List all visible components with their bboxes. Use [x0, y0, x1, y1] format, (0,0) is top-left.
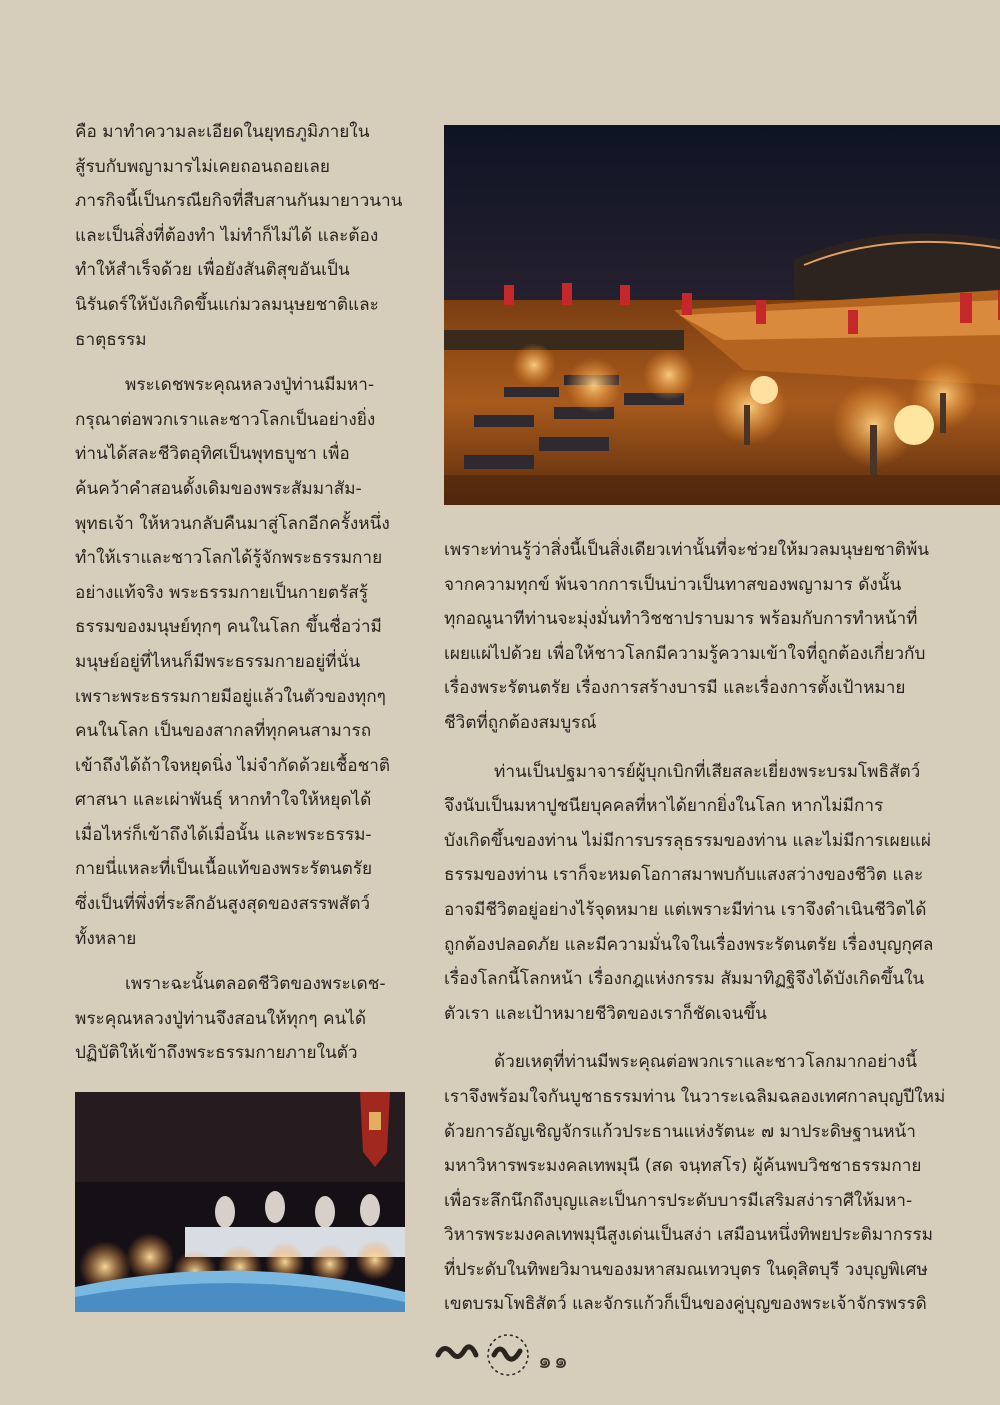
- text-line: เรื่องพระรัตนตรัย เรื่องการสร้างบารมี และเรื่องการตั้งเป้าหมาย: [444, 678, 906, 699]
- ceremony-photo-night: [444, 125, 1000, 505]
- text-line: ทุกอณูนาทีท่านจะมุ่งมั่นทำวิชชาปราบมาร พร้อมกับการทำหน้าที่: [444, 609, 918, 630]
- text-line: เรื่องโลกนี้โลกหน้า เรื่องกฎแห่งกรรม สัมมาทิฏฐิจึงได้บังเกิดขึ้นใน: [444, 969, 925, 990]
- text-line: พุทธเจ้า ให้หวนกลับคืนมาสู่โลกอีกครั้งหนึ่ง: [75, 513, 390, 534]
- text-line: ธรรมของท่าน เราก็จะหมดโอกาสมาพบกับแสงสว่างของชีวิต และ: [444, 865, 924, 886]
- ceremony-photo-candles-graphic: [75, 1092, 405, 1312]
- text-line: เพราะฉะนั้นตลอดชีวิตของพระเดช-: [125, 974, 386, 995]
- text-line: ชีวิตที่ถูกต้องสมบูรณ์: [444, 712, 597, 733]
- text-line: ด้วยเหตุที่ท่านมีพระคุณต่อพวกเราและชาวโลกมากอย่างนี้: [494, 1052, 918, 1073]
- text-line: กายนี่แหละที่เป็นเนื้อแท้ของพระรัตนตรัย: [75, 859, 373, 880]
- ceremony-photo-night-graphic: [444, 125, 1000, 505]
- text-line: จึงนับเป็นมหาปูชนียบุคคลที่หาได้ยากยิ่งในโลก หากไม่มีการ: [444, 796, 884, 817]
- right-text-column: [444, 533, 959, 1322]
- text-line: ด้วยการอัญเชิญจักรแก้วประธานแห่งรัตนะ ๗ มาประดิษฐานหน้า: [444, 1121, 916, 1142]
- text-line: มนุษย์อยู่ที่ไหนก็มีพระธรรมกายอยู่ที่นั่น: [75, 651, 361, 672]
- text-line: ทั้งหลาย: [75, 928, 137, 949]
- text-line: ธรรมของมนุษย์ทุกๆ คนในโลก ขึ้นชื่อว่ามี: [75, 617, 382, 638]
- text-line: เพราะท่านรู้ว่าสิ่งนี้เป็นสิ่งเดียวเท่านั้นที่จะช่วยให้มวลมนุษยชาติพ้น: [444, 540, 930, 560]
- magazine-logo: [430, 1325, 540, 1385]
- paragraph: [444, 1045, 959, 1322]
- text-line: พระเดชพระคุณหลวงปู่ท่านมีมหา-: [125, 375, 375, 396]
- text-line: บังเกิดขึ้นของท่าน ไม่มีการบรรลุธรรมของท่าน และไม่มีการเผยแผ่: [444, 830, 931, 851]
- text-line: เข้าถึงได้ถ้าใจหยุดนิ่ง ไม่จำกัดด้วยเชื้อชาติ: [75, 755, 391, 776]
- text-line: คือ มาทำความละเอียดในยุทธภูมิภายใน: [75, 122, 370, 142]
- text-line: เราจึงพร้อมใจกันบูชาธรรมท่าน ในวาระเฉลิมฉลองเทศกาลบุญปีใหม่: [444, 1086, 946, 1107]
- paragraph: [444, 755, 959, 1032]
- text-line: ตัวเรา และเป้าหมายชีวิตของเราก็ชัดเจนขึ้น: [444, 1003, 767, 1024]
- text-line: จากความทุกข์ พ้นจากการเป็นบ่าวเป็นทาสของพญามาร ดังนั้น: [444, 574, 902, 595]
- text-line: เผยแผ่ไปด้วย เพื่อให้ชาวโลกมีความรู้ความเข้าใจที่ถูกต้องเกี่ยวกับ: [444, 643, 926, 664]
- text-line: ภารกิจนี้เป็นกรณียกิจที่สืบสานกันมายาวนาน: [75, 191, 403, 212]
- text-line: ทำให้สำเร็จด้วย เพื่อยังสันติสุขอันเป็น: [75, 260, 350, 281]
- page-number: ๑๑: [538, 1349, 570, 1374]
- text-line: เมื่อไหร่ก็เข้าถึงได้เมื่อนั้น และพระธรรม-: [75, 824, 372, 845]
- text-line: วิหารพระมงคลเทพมุนีสูงเด่นเป็นสง่า เสมือนหนึ่งทิพยประติมากรรม: [444, 1225, 933, 1246]
- text-line: อาจมีชีวิตอยู่อย่างไร้จุดหมาย แต่เพราะมีท่าน เราจึงดำเนินชีวิตได้: [444, 899, 927, 920]
- magazine-logo-mark: [430, 1325, 540, 1385]
- text-line: เพื่อระลึกนึกถึงบุญและเป็นการประดับบารมีเสริมสง่าราศีให้มหา-: [444, 1190, 913, 1211]
- text-line: ธาตุธรรม: [75, 329, 147, 350]
- paragraph: [444, 533, 959, 741]
- text-line: ถูกต้องปลอดภัย และมีความมั่นใจในเรื่องพระรัตนตรัย เรื่องบุญกุศล: [444, 934, 934, 955]
- text-line: ที่ประดับในทิพยวิมานของมหาสมณเทวบุตร ในดุสิตบุรี วงบุญพิเศษ: [444, 1259, 928, 1280]
- text-line: เขตบรมโพธิสัตว์ และจักรแก้วก็เป็นของคู่บุญของพระเจ้าจักรพรรดิ: [444, 1294, 927, 1315]
- paragraph: [75, 115, 405, 357]
- text-line: ทำให้เราและชาวโลกได้รู้จักพระธรรมกาย: [75, 548, 383, 569]
- left-text-column: [75, 115, 405, 1071]
- text-line: นิรันดร์ให้บังเกิดขึ้นแก่มวลมนุษยชาติและ: [75, 294, 379, 315]
- text-line: มหาวิหารพระมงคลเทพมุนี (สด จนฺทสโร) ผู้ค้นพบวิชชาธรรมกาย: [444, 1156, 922, 1177]
- text-line: ศาสนา และเผ่าพันธุ์ หากทำใจให้หยุดได้: [75, 790, 372, 811]
- text-line: ปฏิบัติให้เข้าถึงพระธรรมกายภายในตัว: [75, 1043, 358, 1064]
- text-line: และเป็นสิ่งที่ต้องทำ ไม่ทำก็ไม่ได้ และต้อง: [75, 225, 379, 246]
- text-line: กรุณาต่อพวกเราและชาวโลกเป็นอย่างยิ่ง: [75, 409, 376, 430]
- text-line: อย่างแท้จริง พระธรรมกายเป็นกายตรัสรู้: [75, 582, 368, 603]
- text-line: สู้รบกับพญามารไม่เคยถอนถอยเลย: [75, 156, 330, 177]
- page-footer: [420, 1325, 620, 1385]
- text-line: เพราะพระธรรมกายมีอยู่แล้วในตัวของทุกๆ: [75, 686, 386, 707]
- text-line: ซึ่งเป็นที่พึ่งที่ระลึกอันสูงสุดของสรรพสัตว์: [75, 894, 371, 915]
- paragraph: [75, 967, 405, 1071]
- paragraph: [75, 368, 405, 956]
- text-line: คนในโลก เป็นของสากลที่ทุกคนสามารถ: [75, 721, 372, 742]
- ceremony-photo-candles: [75, 1092, 405, 1312]
- text-line: ท่านเป็นปฐมาจารย์ผู้บุกเบิกที่เสียสละเยี่ยงพระบรมโพธิสัตว์: [494, 761, 921, 782]
- text-line: ท่านได้สละชีวิตอุทิศเป็นพุทธบูชา เพื่อ: [75, 444, 350, 465]
- text-line: พระคุณหลวงปู่ท่านจึงสอนให้ทุกๆ คนได้: [75, 1008, 367, 1029]
- text-line: ค้นคว้าคำสอนดั้งเดิมของพระสัมมาสัม-: [75, 478, 362, 499]
